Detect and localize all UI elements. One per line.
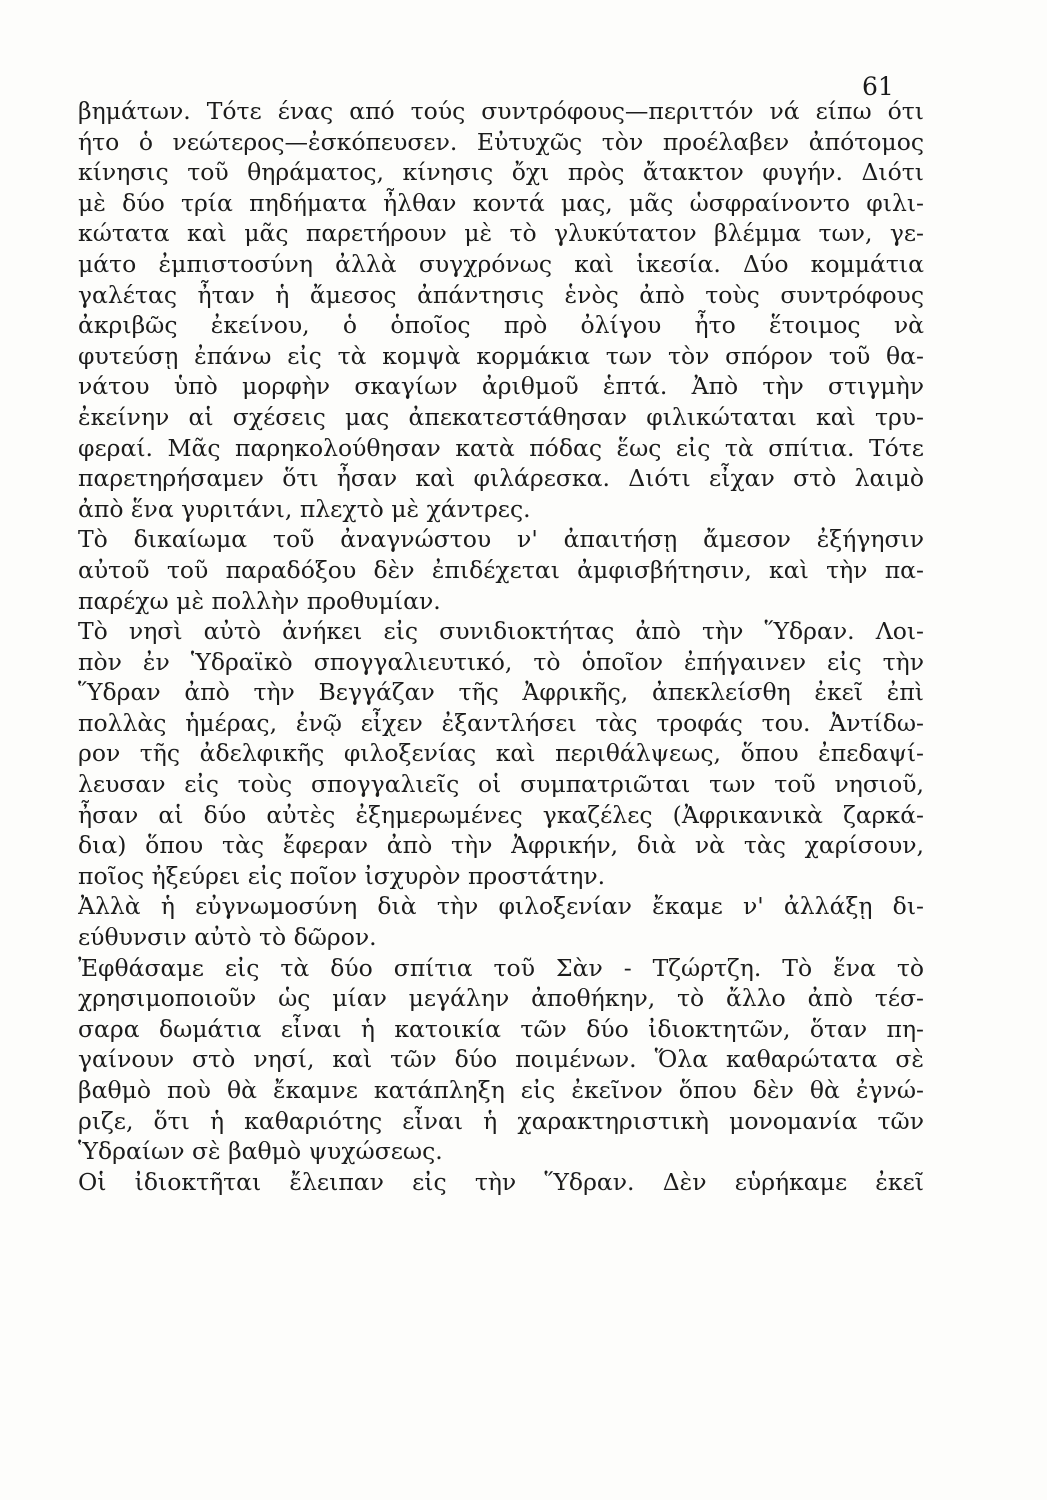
text-line: κίνησις τοῦ θηράματος, κίνησις ὄχι πρὸς ἄτακτον φυγήν. Διότι — [78, 158, 924, 187]
text-line: ἐκείνην αἱ σχέσεις μας ἀπεκατεστάθησαν φιλικώταται καὶ τρυ- — [78, 402, 924, 431]
text-line: παρέχω μὲ πολλὴν προθυμίαν. — [78, 586, 441, 615]
text-line: Ὕδραν ἀπὸ τὴν Βεγγάζαν τῆς Ἀφρικῆς, ἀπεκλείσθη ἐκεῖ ἐπὶ — [78, 678, 924, 707]
text-line: Ἐφθάσαμε εἰς τὰ δύο σπίτια τοῦ Σὰν - Τζώρτζη. Τὸ ἕνα τὸ — [78, 953, 924, 982]
text-line: ρον τῆς ἀδελφικῆς φιλοξενίας καὶ περιθάλψεως, ὅπου ἐπεδαψί- — [78, 739, 924, 768]
text-line: ἀπὸ ἕνα γυριτάνι, πλεχτὸ μὲ χάντρες. — [78, 494, 531, 523]
text-line: κώτατα καὶ μᾶς παρετήρουν μὲ τὸ γλυκύτατον βλέμμα των, γε- — [78, 219, 924, 248]
text-line: λευσαν εἰς τοὺς σπογγαλιεῖς οἱ συμπατριῶται των τοῦ νησιοῦ, — [78, 770, 924, 799]
text-line: νάτου ὑπὸ μορφὴν σκαγίων ἀριθμοῦ ἑπτά. Ἀπὸ τὴν στιγμὴν — [78, 372, 924, 401]
text-line: παρετηρήσαμεν ὅτι ἦσαν καὶ φιλάρεσκα. Διότι εἶχαν στὸ λαιμὸ — [78, 464, 924, 493]
text-line: Τὸ νησὶ αὐτὸ ἀνήκει εἰς συνιδιοκτήτας ἀπὸ τὴν Ὕδραν. Λοι- — [78, 617, 924, 646]
text-line: φυτεύσῃ ἐπάνω εἰς τὰ κομψὰ κορμάκια των τὸν σπόρον τοῦ θα- — [78, 341, 924, 370]
text-line: αὐτοῦ τοῦ παραδόξου δὲν ἐπιδέχεται ἀμφισβήτησιν, καὶ τὴν πα- — [78, 555, 924, 584]
text-line: ριζε, ὅτι ἡ καθαριότης εἶναι ἡ χαρακτηριστικὴ μονομανία τῶν — [78, 1106, 924, 1135]
text-line: Οἱ ἰδιοκτῆται ἔλειπαν εἰς τὴν Ὕδραν. Δὲν εὑρήκαμε ἐκεῖ — [78, 1167, 924, 1196]
text-line: φεραί. Μᾶς παρηκολούθησαν κατὰ πόδας ἕως εἰς τὰ σπίτια. Τότε — [78, 433, 924, 462]
text-line: ἦσαν αἱ δύο αὐτὲς ἐξημερωμένες γκαζέλες (Ἀφρικανικὰ ζαρκά- — [78, 800, 924, 829]
text-line: Ἀλλὰ ἡ εὐγνωμοσύνη διὰ τὴν φιλοξενίαν ἔκαμε ν' ἀλλάξῃ δι- — [78, 892, 924, 921]
text-line: γαλέτας ἦταν ἡ ἄμεσος ἀπάντησις ἑνὸς ἀπὸ τοὺς συντρόφους — [78, 280, 924, 309]
text-line: εύθυνσιν αὐτὸ τὸ δῶρον. — [78, 923, 377, 952]
text-line: μὲ δύο τρία πηδήματα ἦλθαν κοντά μας, μᾶς ὡσφραίνοντο φιλι- — [78, 188, 924, 217]
page-number: 61 — [862, 72, 894, 101]
text-line: μάτο ἐμπιστοσύνη ἀλλὰ συγχρόνως καὶ ἱκεσία. Δύο κομμάτια — [78, 249, 924, 278]
body-text — [78, 96, 924, 1197]
text-line: γαίνουν στὸ νησί, καὶ τῶν δύο ποιμένων. Ὅλα καθαρώτατα σὲ — [78, 1045, 924, 1074]
text-line: σαρα δωμάτια εἶναι ἡ κατοικία τῶν δύο ἰδιοκτητῶν, ὅταν πη- — [78, 1014, 924, 1043]
text-line: βημάτων. Τότε ένας από τούς συντρόφους—περιττόν νά είπω ότι — [78, 97, 924, 125]
text-line: Ὑδραίων σὲ βαθμὸ ψυχώσεως. — [78, 1137, 443, 1166]
text-line: ποῖος ἠξεύρει εἰς ποῖον ἰσχυρὸν προστάτην. — [78, 861, 606, 890]
text-line: βαθμὸ ποὺ θὰ ἔκαμνε κατάπληξη εἰς ἐκεῖνον ὅπου δὲν θὰ ἐγνώ- — [78, 1076, 924, 1104]
text-line: ἀκριβῶς ἐκείνου, ὁ ὁποῖος πρὸ ὀλίγου ἦτο ἕτοιμος νὰ — [78, 311, 924, 340]
text-line: χρησιμοποιοῦν ὡς μίαν μεγάλην ἀποθήκην, τὸ ἄλλο ἀπὸ τέσ- — [78, 984, 924, 1013]
text-line: πολλὰς ἡμέρας, ἐνῷ εἶχεν ἐξαντλήσει τὰς τροφάς του. Ἀντίδω- — [78, 708, 924, 737]
text-line: πὸν ἐν Ὑδραϊκὸ σπογγαλιευτικό, τὸ ὁποῖον ἐπήγαινεν εἰς τὴν — [78, 647, 924, 676]
text-line: Τὸ δικαίωμα τοῦ ἀναγνώστου ν' ἀπαιτήσῃ ἄμεσον ἐξήγησιν — [78, 525, 924, 554]
text-line: δια) ὅπου τὰς ἔφεραν ἀπὸ τὴν Ἀφρικήν, διὰ νὰ τὰς χαρίσουν, — [78, 831, 924, 860]
text-line: ήτο ὁ νεώτερος—ἐσκόπευσεν. Εὐτυχῶς τὸν προέλαβεν ἀπότομος — [78, 127, 924, 156]
